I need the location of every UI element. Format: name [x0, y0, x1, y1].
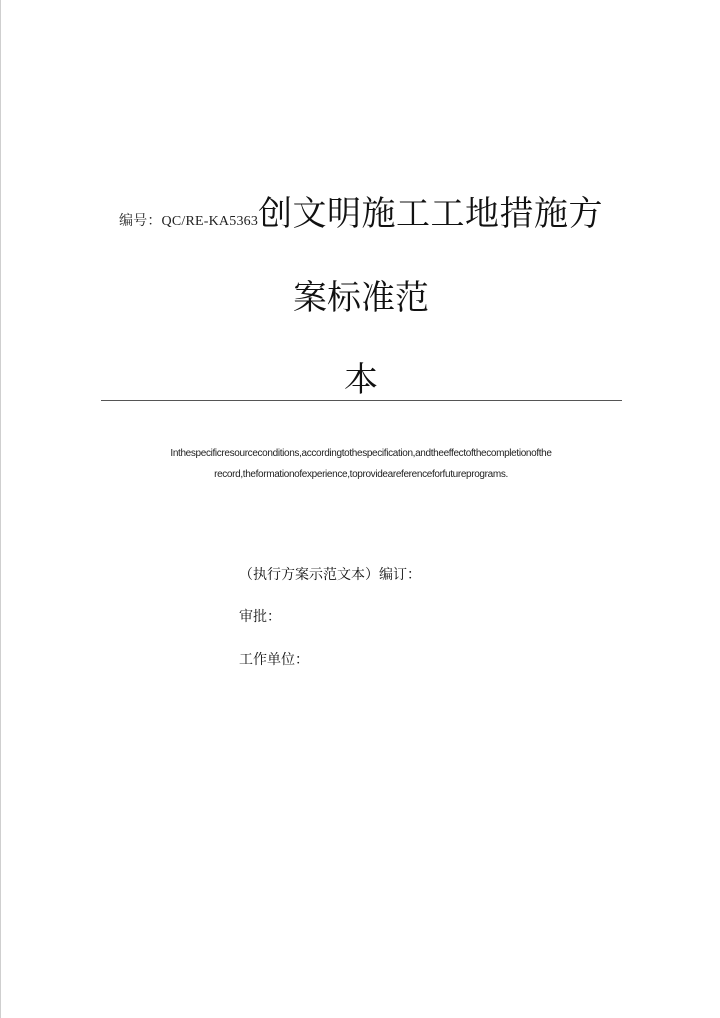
- approval-field-label: 审批：: [239, 609, 281, 625]
- document-title-line-2: 案标准范: [293, 278, 429, 318]
- abstract-line-1: Inthespecificresourceconditions,accordingtothespecification,andtheeffectofthecompletionofthe: [170, 448, 552, 459]
- work-unit-field-label: 工作单位：: [239, 652, 309, 668]
- compile-field-label: （执行方案示范文本）编订：: [239, 567, 421, 583]
- abstract-line-2: record,theformationofexperience,toprovideareferenceforfutureprograms.: [214, 469, 508, 480]
- title-divider: [101, 400, 622, 401]
- document-code: 编号：QC/RE-KA5363: [118, 214, 259, 229]
- document-title-line-1: 创文明施工工地措施方: [258, 194, 604, 234]
- title-row-1: [1, 186, 720, 235]
- document-title-line-3: 本: [344, 360, 378, 400]
